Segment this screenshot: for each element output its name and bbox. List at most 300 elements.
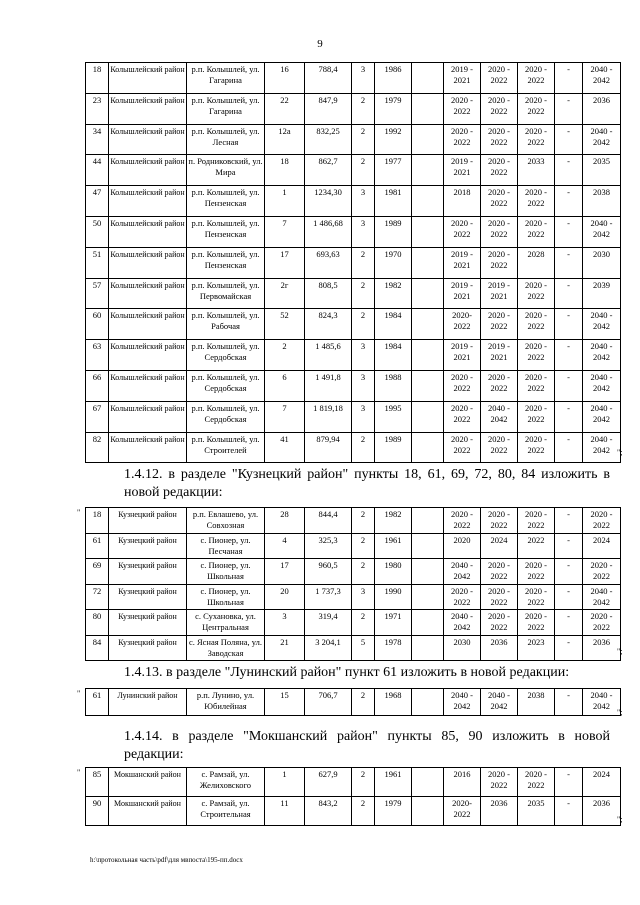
table-cell: 2020 - 2022 (481, 559, 518, 585)
table-cell: 18 (265, 155, 305, 186)
table-cell: с. Рамзай, ул. Желиховского (187, 768, 265, 797)
table-cell: 2020- 2022 (444, 797, 481, 826)
table-cell: 1979 (375, 93, 412, 124)
table-cell (412, 610, 444, 636)
table-cell: 832,25 (305, 124, 352, 155)
table-cell: 2040 - 2042 (583, 689, 621, 716)
table-cell (412, 508, 444, 534)
table-cell (412, 216, 444, 247)
table-cell: - (555, 340, 583, 371)
table-cell: 2020 - 2022 (518, 370, 555, 401)
table-cell: 2 (352, 155, 375, 186)
table-cell: 2020 - 2022 (518, 401, 555, 432)
table-cell: Колышлейский район (109, 63, 187, 94)
table-cell: 2020 - 2022 (444, 584, 481, 610)
section-1-4-12 (90, 466, 610, 502)
table-cell: 879,94 (305, 432, 352, 463)
table-row (86, 508, 621, 534)
table-cell: 2 (352, 309, 375, 340)
table-cell: Кузнецкий район (109, 559, 187, 585)
table-cell: 2020 - 2022 (444, 124, 481, 155)
table-cell: 1 491,8 (305, 370, 352, 401)
table-cell: 3 (352, 584, 375, 610)
table-cell: Колышлейский район (109, 155, 187, 186)
table-cell: 3 (352, 401, 375, 432)
table-cell: 2040 - 2042 (583, 309, 621, 340)
table-cell: с. Ясная Поляна, ул. Заводская (187, 635, 265, 661)
table-cell (412, 370, 444, 401)
table-cell: 1971 (375, 610, 412, 636)
table-cell: 2019 - 2021 (444, 340, 481, 371)
table-cell: 2020 - 2022 (481, 584, 518, 610)
table-cell: 80 (86, 610, 109, 636)
table-cell: 2020 (444, 533, 481, 559)
table-cell: 2035 (518, 797, 555, 826)
table-kuznetsk (85, 507, 621, 661)
table-cell: р.п. Колышлей, ул. Сердобская (187, 370, 265, 401)
table-cell: 12а (265, 124, 305, 155)
table-cell: 2020 - 2022 (518, 186, 555, 217)
table-cell: 47 (86, 186, 109, 217)
table-cell: Колышлейский район (109, 278, 187, 309)
table-cell: 2 (352, 432, 375, 463)
table-cell: 1986 (375, 63, 412, 94)
table-cell: 2020 - 2022 (481, 432, 518, 463)
table-cell: 51 (86, 247, 109, 278)
table-cell: 2 (352, 797, 375, 826)
table-cell: Кузнецкий район (109, 584, 187, 610)
table-cell: 11 (265, 797, 305, 826)
table-cell: 52 (265, 309, 305, 340)
table-cell: 847,9 (305, 93, 352, 124)
table-cell (412, 635, 444, 661)
page-number: 9 (317, 38, 323, 50)
table-cell: 2040 - 2042 (583, 340, 621, 371)
table-cell: 2020 - 2022 (444, 93, 481, 124)
table-cell: 2020 - 2022 (518, 278, 555, 309)
table-cell: Колышлейский район (109, 309, 187, 340)
table-cell: 844,4 (305, 508, 352, 534)
table-cell: 2040 - 2042 (444, 559, 481, 585)
table-cell: Кузнецкий район (109, 508, 187, 534)
table-cell: 82 (86, 432, 109, 463)
table-cell: 85 (86, 768, 109, 797)
table-cell: 2040 - 2042 (583, 584, 621, 610)
table-cell: 2 (352, 610, 375, 636)
table-cell: 2020 - 2022 (481, 309, 518, 340)
table-cell: 2040 - 2042 (583, 370, 621, 401)
table-cell: 28 (265, 508, 305, 534)
table-cell: 325,3 (305, 533, 352, 559)
table-lunino (85, 688, 621, 716)
table-cell: 60 (86, 309, 109, 340)
section-1-4-13-text: 1.4.13. в разделе "Лунинский район" пункт 61 изложить в новой редакции: (124, 665, 570, 680)
table-cell: 2020 - 2022 (518, 216, 555, 247)
table-cell: 84 (86, 635, 109, 661)
table-cell: Колышлейский район (109, 186, 187, 217)
table-cell: 2040 - 2042 (444, 689, 481, 716)
table-row (86, 797, 621, 826)
table-cell: Кузнецкий район (109, 533, 187, 559)
table-cell: 2019 - 2021 (444, 247, 481, 278)
table-cell: - (555, 432, 583, 463)
table-cell: 2020 - 2022 (518, 559, 555, 585)
table-cell: 72 (86, 584, 109, 610)
table-cell: 2040 - 2042 (481, 401, 518, 432)
table-row (86, 533, 621, 559)
table-cell: 1961 (375, 768, 412, 797)
table-row (86, 155, 621, 186)
table-cell: 61 (86, 689, 109, 716)
table-cell (412, 186, 444, 217)
table-row (86, 63, 621, 94)
table-cell: 1 (265, 186, 305, 217)
table-cell: Кузнецкий район (109, 635, 187, 661)
table-cell: Колышлейский район (109, 216, 187, 247)
table-cell: 2024 (583, 533, 621, 559)
table-cell: 3 (352, 370, 375, 401)
table-cell: р.п. Колышлей, ул. Гагарина (187, 63, 265, 94)
table-row (86, 340, 621, 371)
table-cell: 2 (352, 533, 375, 559)
table-cell: - (555, 533, 583, 559)
table-cell: 2036 (583, 93, 621, 124)
table-cell: 3 (352, 186, 375, 217)
table-cell: 67 (86, 401, 109, 432)
table-cell: 2038 (583, 186, 621, 217)
table-cell: 808,5 (305, 278, 352, 309)
table-cell: р.п. Колышлей, ул. Рабочая (187, 309, 265, 340)
table-cell: 2020 - 2022 (481, 370, 518, 401)
table-cell: р.п. Колышлей, ул. Лесная (187, 124, 265, 155)
table-cell (412, 93, 444, 124)
table-cell: 1 (265, 768, 305, 797)
table-cell: 3 (352, 340, 375, 371)
table-cell: 17 (265, 559, 305, 585)
table-cell: 2024 (583, 768, 621, 797)
table-cell: р.п. Евлашево, ул. Совхозная (187, 508, 265, 534)
table-cell: - (555, 93, 583, 124)
table-row (86, 559, 621, 585)
table-cell: р.п. Колышлей, ул. Пензенская (187, 216, 265, 247)
table-cell: 2 (352, 124, 375, 155)
table-cell: - (555, 635, 583, 661)
table-cell: р.п. Колышлей, ул. Пензенская (187, 186, 265, 217)
table-cell: Мокшанский район (109, 797, 187, 826)
table-cell: 2 (352, 278, 375, 309)
table-cell: 2036 (481, 635, 518, 661)
table-cell: - (555, 508, 583, 534)
table-cell: 61 (86, 533, 109, 559)
table-cell: 44 (86, 155, 109, 186)
table-cell: 2020 - 2022 (518, 610, 555, 636)
table-cell: 6 (265, 370, 305, 401)
table-cell: 2039 (583, 278, 621, 309)
table-cell: 2020 - 2022 (518, 768, 555, 797)
table-cell: 17 (265, 247, 305, 278)
table-cell: 2020 - 2022 (481, 124, 518, 155)
table-cell: 2 (352, 559, 375, 585)
table-row (86, 689, 621, 716)
table-cell: 2 (352, 689, 375, 716)
table-cell: 1995 (375, 401, 412, 432)
table-row (86, 186, 621, 217)
table-cell: с. Пионер, ул. Школьная (187, 584, 265, 610)
table-cell: 824,3 (305, 309, 352, 340)
table-cell: Колышлейский район (109, 247, 187, 278)
table-cell: 7 (265, 401, 305, 432)
table-cell: 627,9 (305, 768, 352, 797)
footer-file-path: h:\протокольная часть\pdf\для мвпоста\195-пп.docx (90, 856, 243, 864)
table-cell: 1961 (375, 533, 412, 559)
table-cell: 319,4 (305, 610, 352, 636)
table-cell: 2020 - 2022 (518, 124, 555, 155)
table-cell: 2030 (583, 247, 621, 278)
table-cell: 2016 (444, 768, 481, 797)
table-cell: 2020 - 2022 (481, 186, 518, 217)
table-cell: 69 (86, 559, 109, 585)
table-cell: - (555, 401, 583, 432)
table-row (86, 370, 621, 401)
table-cell: р.п. Колышлей, ул. Гагарина (187, 93, 265, 124)
table-cell: 7 (265, 216, 305, 247)
table-cell: 23 (86, 93, 109, 124)
table-cell: 2020 - 2022 (583, 508, 621, 534)
quote-close-4: "; (617, 815, 623, 824)
table-cell: 63 (86, 340, 109, 371)
table-cell: 1982 (375, 278, 412, 309)
table-cell: 2020 - 2022 (518, 340, 555, 371)
table-cell: 843,2 (305, 797, 352, 826)
table-cell: 2 (352, 247, 375, 278)
table-row (86, 584, 621, 610)
table-cell: 1979 (375, 797, 412, 826)
table-cell: 1977 (375, 155, 412, 186)
table-cell: Кузнецкий район (109, 610, 187, 636)
table-cell: 66 (86, 370, 109, 401)
table-row (86, 93, 621, 124)
table-cell: Колышлейский район (109, 93, 187, 124)
table-cell: 2036 (481, 797, 518, 826)
quote-open-2: " (77, 508, 81, 517)
table-cell: 22 (265, 93, 305, 124)
table-cell: 2 (265, 340, 305, 371)
table-cell: 706,7 (305, 689, 352, 716)
table-cell: с. Пионер, ул. Песчаная (187, 533, 265, 559)
table-cell: 2020 - 2022 (518, 93, 555, 124)
table-cell: 1234,30 (305, 186, 352, 217)
table-cell: 2020 - 2022 (481, 155, 518, 186)
table-cell: 1981 (375, 186, 412, 217)
table-cell: 2020 - 2022 (583, 610, 621, 636)
table-cell: 1 819,18 (305, 401, 352, 432)
table-cell: 2020 - 2022 (518, 432, 555, 463)
table-cell: 788,4 (305, 63, 352, 94)
table-cell: р.п. Колышлей, ул. Первомайская (187, 278, 265, 309)
table-cell (412, 797, 444, 826)
table-cell: Колышлейский район (109, 370, 187, 401)
table-mokshan (85, 767, 621, 826)
table-cell: 2020 - 2022 (444, 370, 481, 401)
table-cell (412, 401, 444, 432)
table-cell: 2020 - 2022 (583, 559, 621, 585)
table-cell: 2019 - 2021 (444, 155, 481, 186)
table-kolyshley (85, 62, 621, 463)
table-cell: 2019 - 2021 (481, 340, 518, 371)
table-row (86, 124, 621, 155)
table-cell: - (555, 155, 583, 186)
table-row (86, 247, 621, 278)
table-row (86, 768, 621, 797)
table-cell: 2040 - 2042 (583, 124, 621, 155)
table-cell: 15 (265, 689, 305, 716)
table-cell: 1982 (375, 508, 412, 534)
table-cell (412, 155, 444, 186)
table-cell: - (555, 559, 583, 585)
table-cell: 2020 - 2022 (518, 584, 555, 610)
table-cell: - (555, 768, 583, 797)
table-cell (412, 584, 444, 610)
table-cell (412, 689, 444, 716)
section-1-4-13 (90, 664, 610, 682)
table-cell (412, 278, 444, 309)
table-cell: Мокшанский район (109, 768, 187, 797)
table-cell: 1968 (375, 689, 412, 716)
table-cell: 2020 - 2022 (518, 508, 555, 534)
table-cell: 2020 - 2022 (481, 216, 518, 247)
table-cell: 16 (265, 63, 305, 94)
table-cell: 41 (265, 432, 305, 463)
table-cell: р.п. Колышлей, ул. Сердобская (187, 340, 265, 371)
table-cell: 20 (265, 584, 305, 610)
table-cell (412, 432, 444, 463)
table-cell: 1 486,68 (305, 216, 352, 247)
table-cell: - (555, 63, 583, 94)
table-cell: 4 (265, 533, 305, 559)
table-cell: 2020 - 2022 (444, 432, 481, 463)
table-cell: 2035 (583, 155, 621, 186)
table-cell: - (555, 247, 583, 278)
table-cell: Колышлейский район (109, 340, 187, 371)
table-cell: 2022 (518, 533, 555, 559)
table-cell: 2020 - 2022 (481, 93, 518, 124)
table-cell: 2020 - 2022 (444, 508, 481, 534)
table-cell: 2 (352, 508, 375, 534)
section-1-4-12-text: 1.4.12. в разделе "Кузнецкий район" пункты 18, 61, 69, 72, 80, 84 изложить в новой редакции: (124, 467, 610, 500)
table-row (86, 309, 621, 340)
table-cell (412, 124, 444, 155)
quote-close-2: "; (617, 647, 623, 656)
section-1-4-14 (90, 728, 610, 764)
table-cell: - (555, 610, 583, 636)
table-cell: р.п. Лунино, ул. Юбилейная (187, 689, 265, 716)
table-cell: - (555, 584, 583, 610)
table-cell: 1990 (375, 584, 412, 610)
table-cell: 3 (265, 610, 305, 636)
table-cell: 3 (352, 216, 375, 247)
table-cell (412, 63, 444, 94)
table-cell: 2040 - 2042 (481, 689, 518, 716)
table-cell: 57 (86, 278, 109, 309)
table-cell: 2040 - 2042 (583, 401, 621, 432)
table-cell: 2033 (518, 155, 555, 186)
quote-close-3: "; (617, 708, 623, 717)
table-cell: 90 (86, 797, 109, 826)
section-1-4-14-text: 1.4.14. в разделе "Мокшанский район" пункты 85, 90 изложить в новой редакции: (124, 729, 610, 762)
table-cell: 2020 - 2022 (444, 216, 481, 247)
table-cell: 5 (352, 635, 375, 661)
table-cell: с. Пионер, ул. Школьная (187, 559, 265, 585)
quote-open-4: " (77, 768, 81, 777)
table-cell: 1 737,3 (305, 584, 352, 610)
table-cell: 2030 (444, 635, 481, 661)
table-cell: 2018 (444, 186, 481, 217)
table-cell: - (555, 124, 583, 155)
table-cell: р.п. Колышлей, ул. Строителей (187, 432, 265, 463)
table-cell: - (555, 797, 583, 826)
table-cell: - (555, 370, 583, 401)
table-cell: 2020 - 2022 (481, 610, 518, 636)
table-cell: п. Родниковский, ул. Мира (187, 155, 265, 186)
table-cell: - (555, 186, 583, 217)
table-cell: 2038 (518, 689, 555, 716)
table-row (86, 216, 621, 247)
table-cell: 2020 - 2022 (481, 247, 518, 278)
quote-close-1: "; (617, 448, 623, 457)
table-cell: 2г (265, 278, 305, 309)
table-cell: Лунинский район (109, 689, 187, 716)
table-cell: 18 (86, 63, 109, 94)
table-cell: Колышлейский район (109, 124, 187, 155)
table-cell: - (555, 278, 583, 309)
table-cell: 2040 - 2042 (444, 610, 481, 636)
table-cell: 2036 (583, 797, 621, 826)
table-cell: 960,5 (305, 559, 352, 585)
table-cell: 2040 - 2042 (583, 63, 621, 94)
table-cell: - (555, 689, 583, 716)
table-cell: 2020 - 2022 (481, 63, 518, 94)
table-cell: - (555, 309, 583, 340)
table-cell: 1978 (375, 635, 412, 661)
table-cell: 693,63 (305, 247, 352, 278)
table-cell: 2 (352, 93, 375, 124)
table-cell (412, 309, 444, 340)
table-cell: Колышлейский район (109, 432, 187, 463)
table-cell: 2019 - 2021 (444, 278, 481, 309)
table-cell: 1992 (375, 124, 412, 155)
table-cell (412, 559, 444, 585)
table-cell: 2020 - 2022 (481, 508, 518, 534)
table-cell: 2019 - 2021 (481, 278, 518, 309)
table-cell: 2020 - 2022 (518, 63, 555, 94)
table-row (86, 278, 621, 309)
table-cell: 1984 (375, 340, 412, 371)
table-cell: 1 485,6 (305, 340, 352, 371)
table-cell: 50 (86, 216, 109, 247)
table-cell: 2024 (481, 533, 518, 559)
table-cell: 2028 (518, 247, 555, 278)
table-cell: 3 (352, 63, 375, 94)
table-cell: 2040 - 2042 (583, 432, 621, 463)
quote-open-3: " (77, 689, 81, 698)
table-cell (412, 247, 444, 278)
table-cell: с. Сухановка, ул. Центральная (187, 610, 265, 636)
table-cell: 2020 - 2022 (444, 401, 481, 432)
table-row (86, 432, 621, 463)
table-cell (412, 533, 444, 559)
table-cell: 2023 (518, 635, 555, 661)
table-cell: 1980 (375, 559, 412, 585)
